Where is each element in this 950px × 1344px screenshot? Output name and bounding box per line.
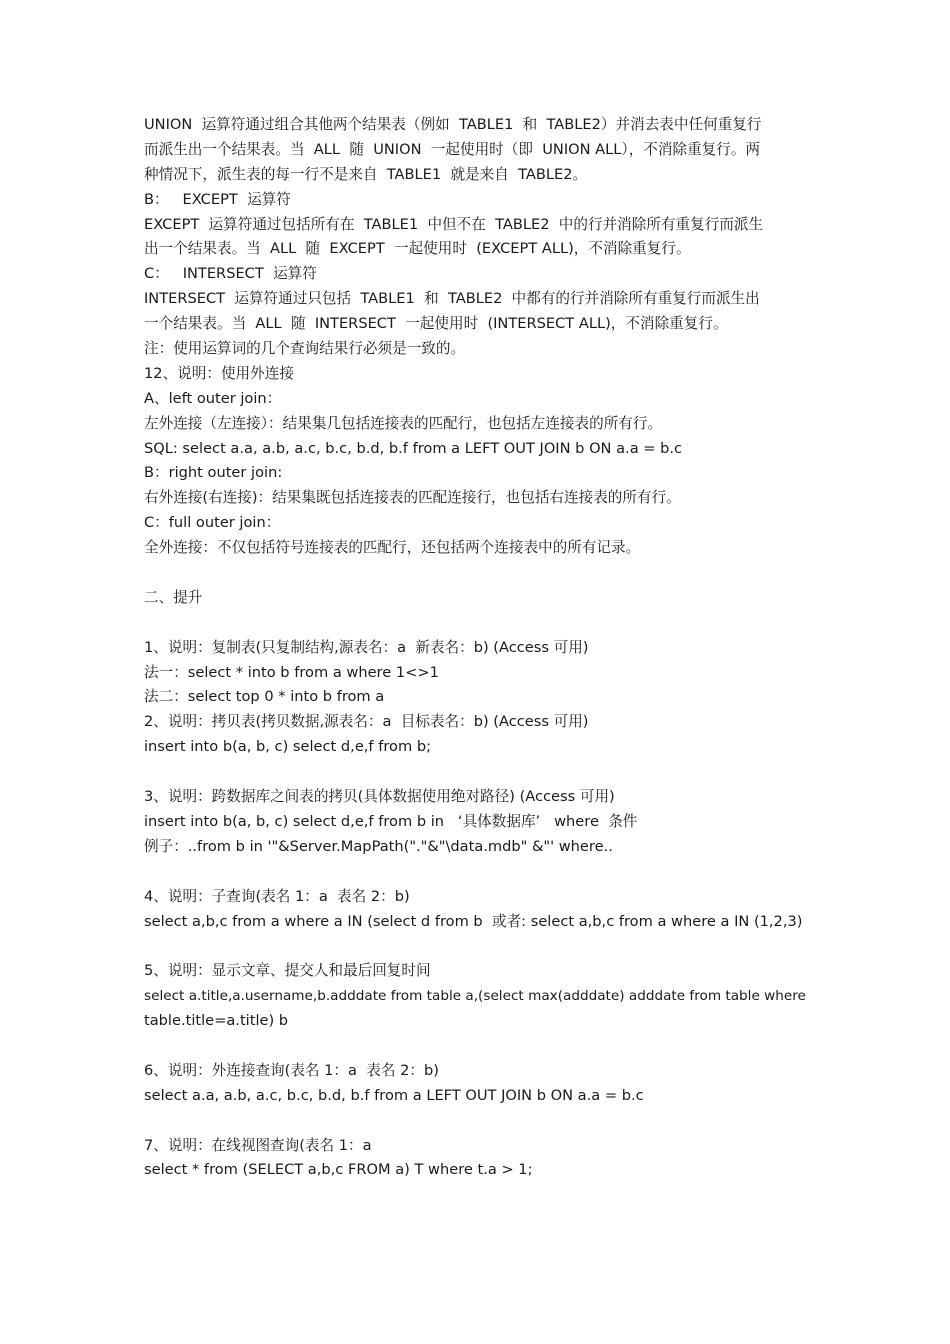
blank-line: [144, 561, 810, 586]
text-line: table.title=a.title) b: [144, 1012, 289, 1030]
text-line: 而派生出一个结果表。当 ALL 随 UNION 一起使用时（即 UNION ALL），不消除重复行。两: [144, 140, 761, 158]
text-line: select a.a, a.b, a.c, b.c, b.d, b.f from a LEFT OUT JOIN b ON a.a = b.c: [144, 1086, 644, 1104]
blank-line: [144, 760, 810, 785]
blank-line: [144, 1109, 810, 1134]
text-line: INTERSECT 运算符通过只包括 TABLE1 和 TABLE2 中都有的行并消除所有重复行而派生出: [144, 290, 760, 308]
text-line: insert into b(a, b, c) select d,e,f from b in ‘具体数据库’ where 条件: [144, 812, 638, 830]
blank-line: [144, 934, 810, 959]
text-line: 左外连接（左连接）：结果集几包括连接表的匹配行，也包括左连接表的所有行。: [144, 414, 663, 432]
text-line: A、left outer join：: [144, 389, 282, 407]
text-line: 1、说明：复制表(只复制结构,源表名：a 新表名：b) (Access 可用): [144, 638, 589, 656]
text-line: B：right outer join:: [144, 464, 283, 482]
text-line: select * from (SELECT a,b,c FROM a) T where t.a > 1;: [144, 1161, 533, 1179]
text-line: 种情况下，派生表的每一行不是来自 TABLE1 就是来自 TABLE2。: [144, 165, 588, 183]
blank-line: [144, 611, 810, 636]
text-line: 2、说明：拷贝表(拷贝数据,源表名：a 目标表名：b) (Access 可用): [144, 713, 589, 731]
text-line: 7、说明：在线视图查询(表名 1：a: [144, 1136, 372, 1154]
text-line: C：full outer join：: [144, 514, 281, 532]
text-line: EXCEPT 运算符通过包括所有在 TABLE1 中但不在 TABLE2 中的行并消除所有重复行而派生: [144, 215, 764, 233]
text-line: 法一：select * into b from a where 1<>1: [144, 663, 439, 681]
section-heading: 二、提升: [144, 588, 203, 606]
text-line: 4、说明：子查询(表名 1：a 表名 2：b): [144, 887, 410, 905]
blank-line: [144, 1034, 810, 1059]
text-line: SQL: select a.a, a.b, a.c, b.c, b.d, b.f from a LEFT OUT JOIN b ON a.a = b.c: [144, 439, 683, 457]
text-line: 法二：select top 0 * into b from a: [144, 688, 385, 706]
text-line: 一个结果表。当 ALL 随 INTERSECT 一起使用时 (INTERSECT ALL)，不消除重复行。: [144, 315, 728, 333]
text-line: select a.title,a.username,b.adddate from table a,(select max(adddate) adddate from table where: [144, 988, 806, 1005]
text-line: 5、说明：显示文章、提交人和最后回复时间: [144, 962, 431, 980]
document-page: [144, 113, 810, 1183]
text-line: 全外连接：不仅包括符号连接表的匹配行，还包括两个连接表中的所有记录。: [144, 539, 641, 557]
text-line: insert into b(a, b, c) select d,e,f from b;: [144, 738, 431, 756]
text-line: select a,b,c from a where a IN (select d from b 或者: select a,b,c from a where a IN (1,2,3): [144, 912, 803, 930]
text-line: 例子：..from b in '"&Server.MapPath("."&"\data.mdb" &"' where..: [144, 837, 613, 855]
text-line: 12、说明：使用外连接: [144, 364, 294, 382]
text-line: 右外连接(右连接)：结果集既包括连接表的匹配连接行，也包括右连接表的所有行。: [144, 489, 681, 507]
text-line: 出一个结果表。当 ALL 随 EXCEPT 一起使用时 (EXCEPT ALL)，不消除重复行。: [144, 240, 691, 258]
blank-line: [144, 860, 810, 885]
text-line: 6、说明：外连接查询(表名 1：a 表名 2：b): [144, 1061, 439, 1079]
text-line: 3、说明：跨数据库之间表的拷贝(具体数据使用绝对路径) (Access 可用): [144, 788, 615, 806]
text-line: UNION 运算符通过组合其他两个结果表（例如 TABLE1 和 TABLE2）并消去表中任何重复行: [144, 116, 762, 133]
text-line: C： INTERSECT 运算符: [144, 265, 317, 283]
text-line: B： EXCEPT 运算符: [144, 190, 291, 208]
text-line: 注：使用运算词的几个查询结果行必须是一致的。: [144, 340, 466, 358]
